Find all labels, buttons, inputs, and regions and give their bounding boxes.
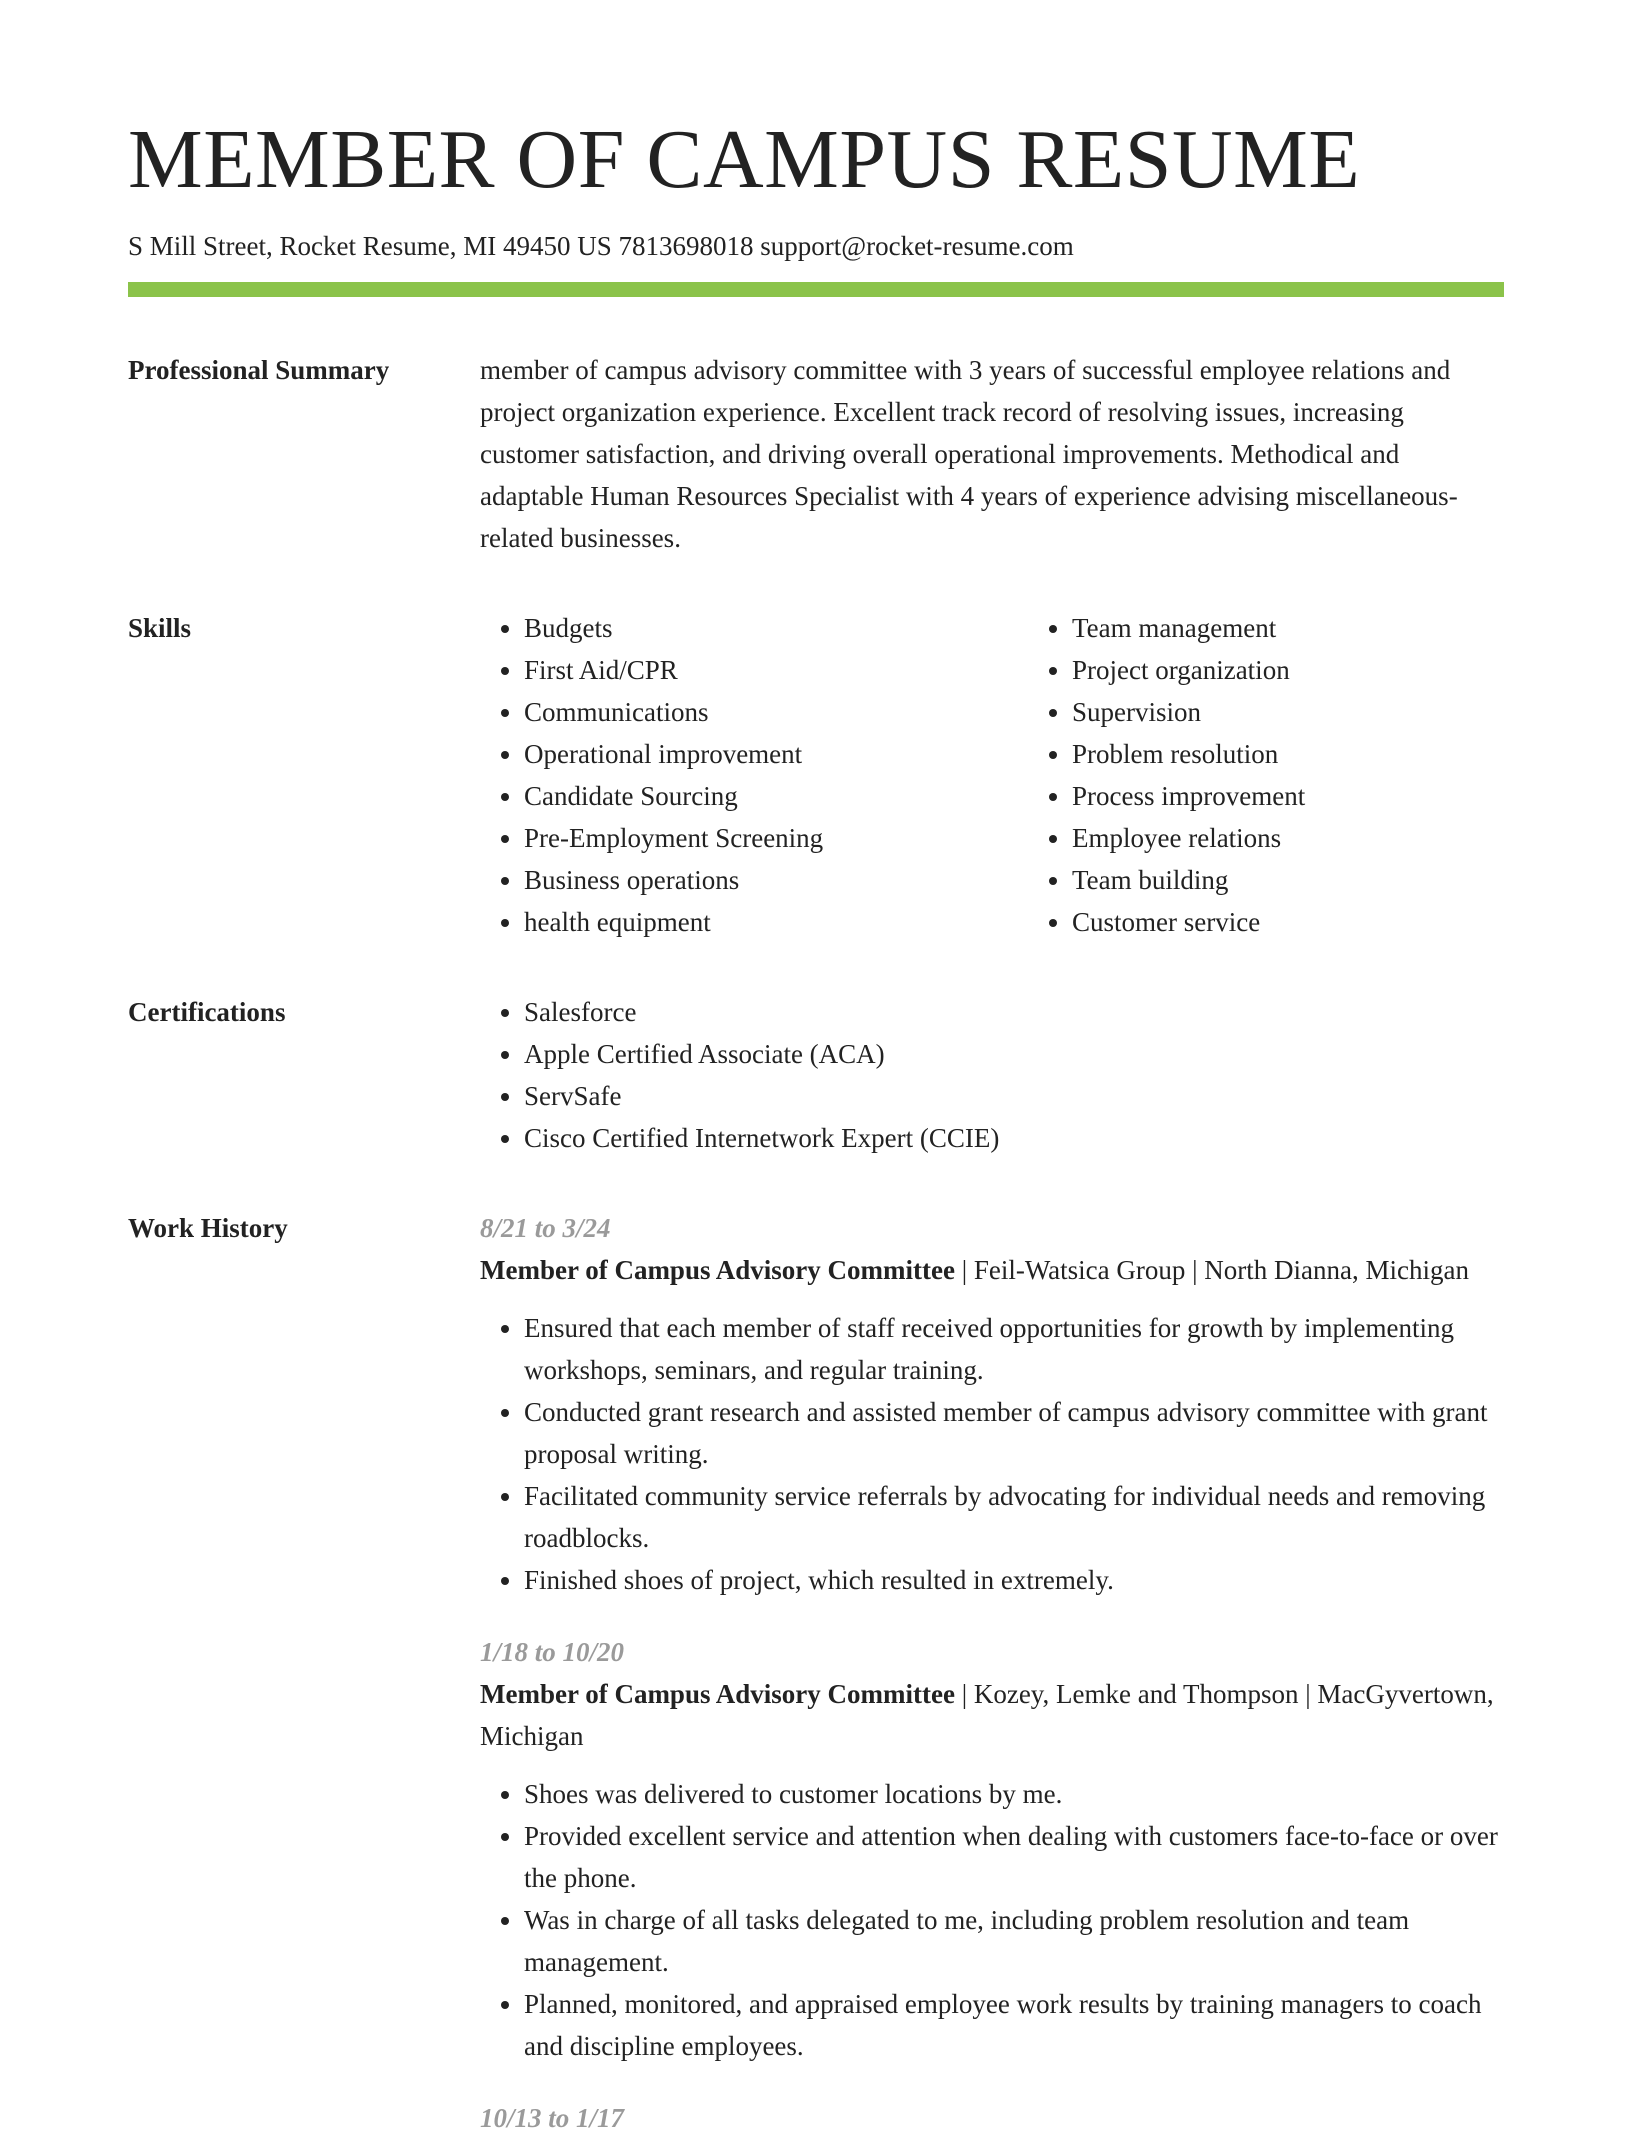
skill-item: • Operational improvement xyxy=(524,733,1028,775)
certification-item: • Apple Certified Associate (ACA) xyxy=(524,1033,1504,1075)
skill-item: • Candidate Sourcing xyxy=(524,775,1028,817)
job-bullet: • Planned, monitored, and appraised employee work results by training managers to coach and discipline employees. xyxy=(524,1983,1504,2067)
job-dates: 1/18 to 10/20 xyxy=(480,1637,625,1668)
resume-page xyxy=(128,0,1504,2139)
job-entry xyxy=(480,2097,1504,2139)
certifications-section xyxy=(128,991,1504,1159)
certifications-list xyxy=(480,991,1504,1159)
section-label-summary: Professional Summary xyxy=(128,355,390,386)
job-bullets xyxy=(480,1307,1504,1601)
skill-item: • First Aid/CPR xyxy=(524,649,1028,691)
section-label-skills: Skills xyxy=(128,613,192,644)
job-dates: 8/21 to 3/24 xyxy=(480,1213,611,1244)
job-title: Member of Campus Advisory Committee xyxy=(480,1679,955,1710)
section-label-work-history: Work History xyxy=(128,1213,288,1244)
job-bullet: • Ensured that each member of staff received opportunities for growth by implementing workshops, seminars, and regular training. xyxy=(524,1307,1504,1391)
job-bullet: • Was in charge of all tasks delegated to me, including problem resolution and team management. xyxy=(524,1899,1504,1983)
skill-item: • Employee relations xyxy=(1072,817,1576,859)
job-details: | Kozey, Lemke and Thompson | MacGyvertown, Michigan xyxy=(480,1679,1494,1752)
summary-text: member of campus advisory committee with 3 years of successful employee relations and project organization experience. Excellent track record of resolving issues, increasing customer satisfaction, and driving overall operational improvements. Methodical and adaptable Human Resources Specialist with 4 years of experience advising miscellaneous-related businesses. xyxy=(480,355,1458,554)
skills-section xyxy=(128,607,1504,943)
skills-list-right xyxy=(1028,607,1576,943)
job-bullet: • Shoes was delivered to customer locations by me. xyxy=(524,1773,1504,1815)
job-title: Member of Campus Advisory Committee xyxy=(480,1255,955,1286)
job-bullet: • Facilitated community service referrals by advocating for individual needs and removing roadblocks. xyxy=(524,1475,1504,1559)
certification-item: • Cisco Certified Internetwork Expert (CCIE) xyxy=(524,1117,1504,1159)
job-details: | Feil-Watsica Group | North Dianna, Michigan xyxy=(954,1255,1469,1286)
work-history-section xyxy=(128,1207,1504,2139)
skill-item: • Customer service xyxy=(1072,901,1576,943)
job-bullet: • Finished shoes of project, which resulted in extremely. xyxy=(524,1559,1504,1601)
resume-title: MEMBER OF CAMPUS RESUME xyxy=(128,113,1361,206)
certification-item: • ServSafe xyxy=(524,1075,1504,1117)
job-entry xyxy=(480,1207,1504,1601)
contact-line: S Mill Street, Rocket Resume, MI 49450 US 7813698018 support@rocket-resume.com xyxy=(128,231,1074,261)
skill-item: • Project organization xyxy=(1072,649,1576,691)
header-divider xyxy=(128,282,1504,297)
job-bullet: • Provided excellent service and attention when dealing with customers face-to-face or over the phone. xyxy=(524,1815,1504,1899)
summary-section xyxy=(128,349,1504,559)
skill-item: • Team building xyxy=(1072,859,1576,901)
job-heading xyxy=(480,1673,1504,1757)
skill-item: • Problem resolution xyxy=(1072,733,1576,775)
job-bullet: • Conducted grant research and assisted member of campus advisory committee with grant proposal writing. xyxy=(524,1391,1504,1475)
job-entry xyxy=(480,1631,1504,2067)
job-heading xyxy=(480,1249,1504,1291)
skill-item: • Business operations xyxy=(524,859,1028,901)
skill-item: • Communications xyxy=(524,691,1028,733)
skill-item: • health equipment xyxy=(524,901,1028,943)
skill-item: • Pre-Employment Screening xyxy=(524,817,1028,859)
job-dates: 10/13 to 1/17 xyxy=(480,2103,625,2134)
skill-item: • Team management xyxy=(1072,607,1576,649)
skill-item: • Process improvement xyxy=(1072,775,1576,817)
skill-item: • Budgets xyxy=(524,607,1028,649)
section-label-certifications: Certifications xyxy=(128,997,286,1028)
job-bullets xyxy=(480,1773,1504,2067)
skills-list-left xyxy=(480,607,1028,943)
certification-item: • Salesforce xyxy=(524,991,1504,1033)
skill-item: • Supervision xyxy=(1072,691,1576,733)
